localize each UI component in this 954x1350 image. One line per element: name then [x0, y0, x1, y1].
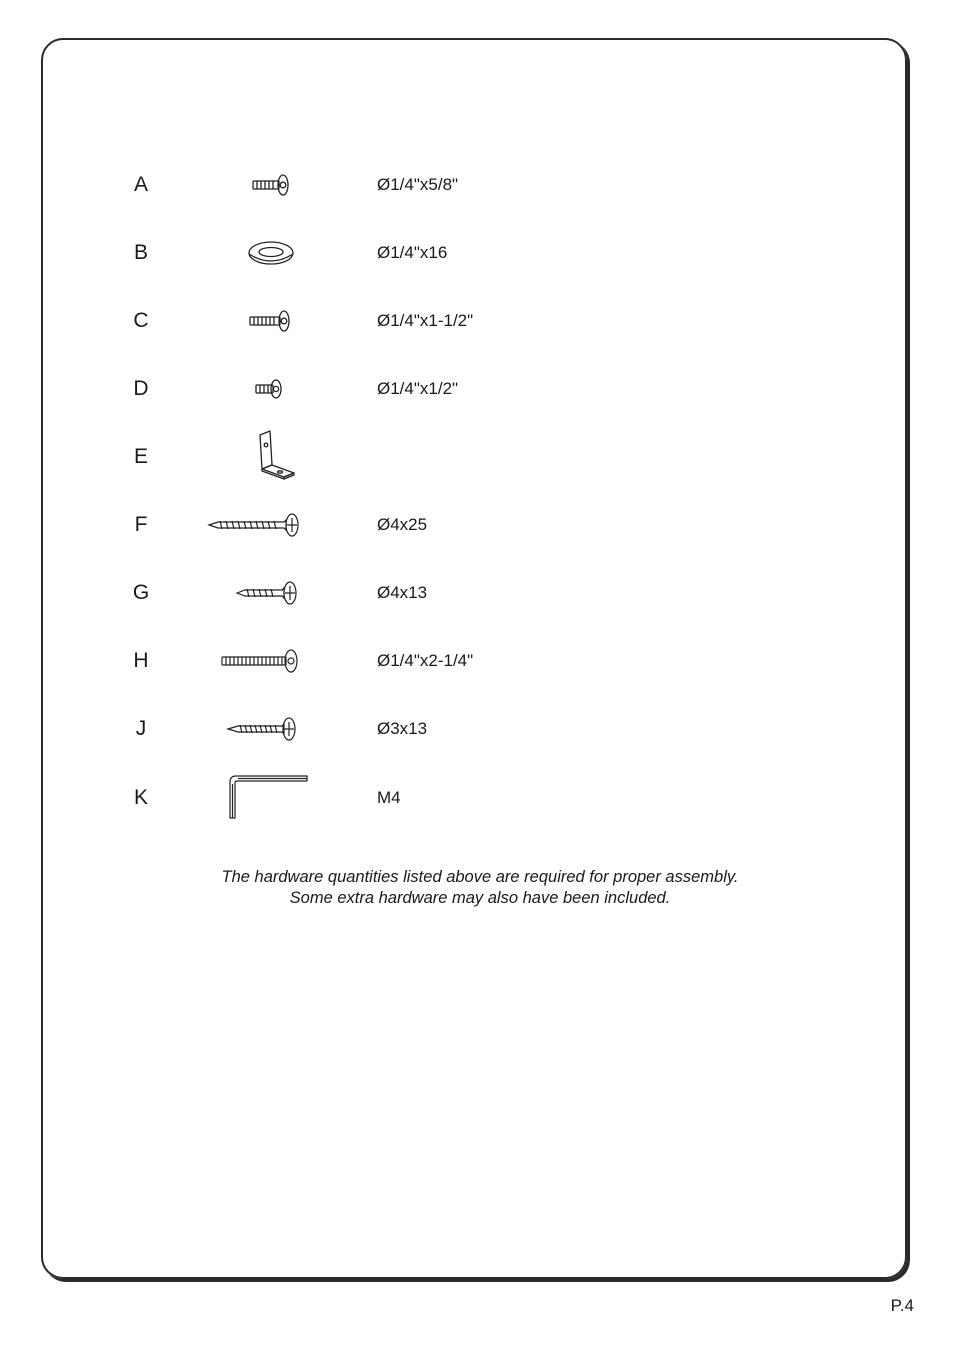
hardware-letter: B [133, 241, 148, 264]
hardware-spec: Ø4x13 [377, 583, 428, 602]
hardware-letter: A [133, 173, 148, 196]
hardware-spec: Ø1/4"x1/2" [377, 379, 459, 398]
hardware-note-line-1: The hardware quantities listed above are required for proper assembly. [221, 868, 739, 886]
hardware-letter: G [132, 581, 150, 604]
hardware-row-d [0, 369, 954, 409]
hardware-spec: Ø1/4"x5/8" [377, 175, 459, 194]
hardware-spec: Ø4x25 [377, 515, 428, 534]
hardware-spec: Ø3x13 [377, 719, 428, 738]
hardware-spec: Ø1/4"x16 [377, 243, 448, 262]
hardware-letter: H [133, 649, 149, 672]
hardware-row-b [0, 233, 954, 273]
hardware-letter: D [133, 377, 149, 400]
hardware-letter: J [135, 717, 147, 740]
wood-screw-short-icon [200, 563, 320, 623]
hardware-letter: E [133, 445, 148, 468]
l-bracket-icon [200, 425, 320, 489]
flat-washer-icon [200, 223, 320, 283]
hardware-letter: C [133, 309, 149, 332]
hardware-spec: Ø1/4"x1-1/2" [377, 311, 474, 330]
hardware-row-c [0, 301, 954, 341]
hardware-row-h [0, 641, 954, 681]
hardware-spec: Ø1/4"x2-1/4" [377, 651, 474, 670]
hardware-row-a [0, 165, 954, 205]
allen-key-icon [200, 766, 320, 830]
wood-screw-long-icon [200, 495, 320, 555]
hardware-letter: K [133, 786, 148, 809]
hardware-row-f [0, 505, 954, 545]
hardware-note-line-2: Some extra hardware may also have been included. [289, 889, 671, 907]
hardware-letter: F [134, 513, 148, 536]
hardware-note [150, 867, 810, 909]
page-number: P.4 [890, 1296, 914, 1315]
machine-screw-medium-icon [200, 291, 320, 351]
machine-screw-short-icon [200, 155, 320, 215]
hardware-row-e [0, 437, 954, 477]
wood-screw-small-icon [200, 699, 320, 759]
hardware-row-j [0, 709, 954, 749]
hardware-row-g [0, 573, 954, 613]
machine-screw-long-icon [200, 631, 320, 691]
machine-screw-tiny-icon [200, 359, 320, 419]
hardware-row-k [0, 778, 954, 818]
hardware-spec: M4 [377, 788, 401, 807]
